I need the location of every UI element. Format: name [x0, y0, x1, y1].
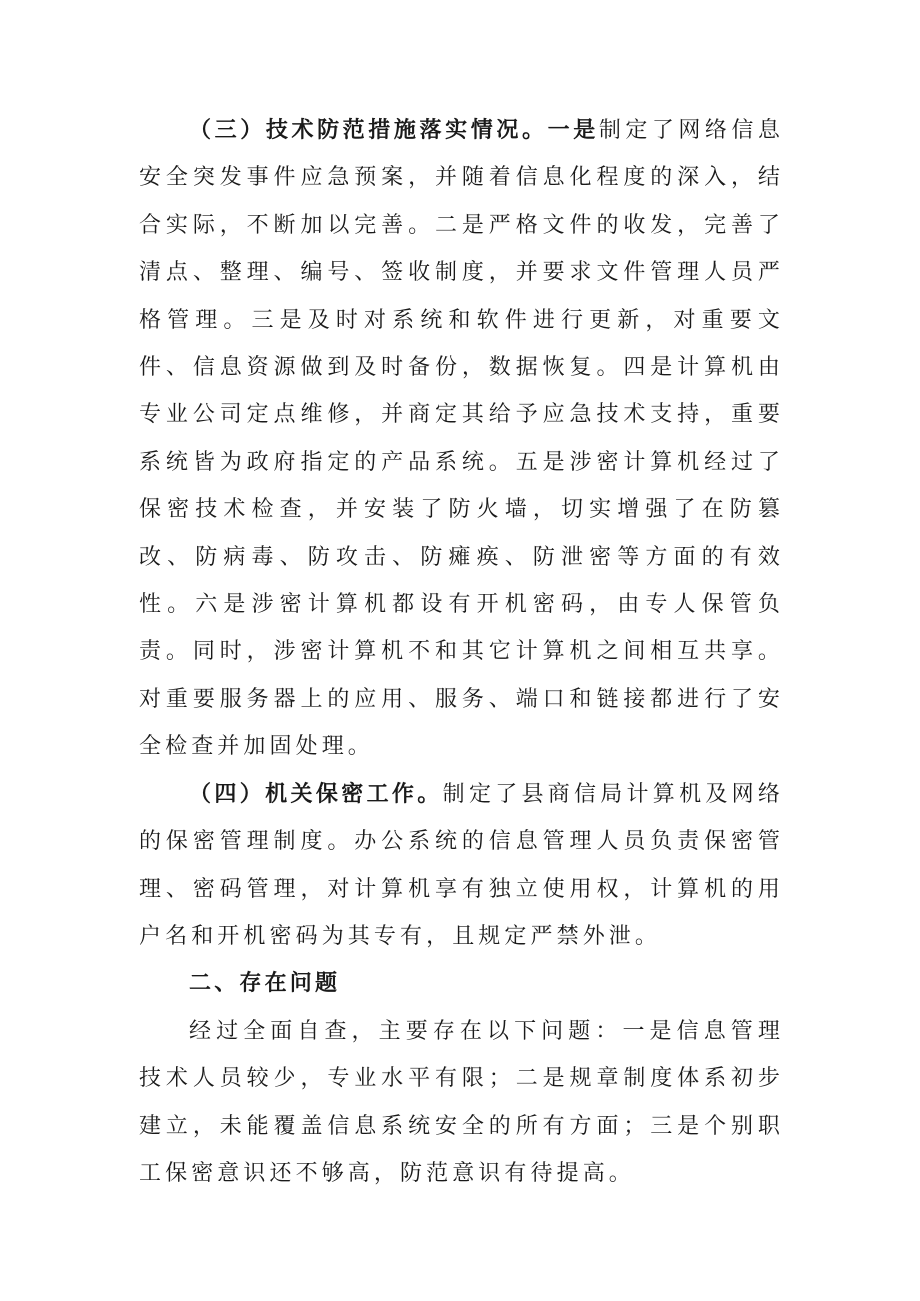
confidentiality-text: 制定了县商信局计算机及网络的保密管理制度。办公系统的信息管理人员负责保密管理、密码管理，对计算机享有独立使用权，计算机的用户名和开机密码为其专有，且规定严禁外泄。 — [139, 781, 784, 949]
paragraph-problems: 经过全面自查，主要存在以下问题：一是信息管理技术人员较少，专业水平有限；二是规章制度体系初步建立，未能覆盖信息系统安全的所有方面；三是个别职工保密意识还不够高，防范意识有待提高。 — [139, 1018, 784, 1186]
heading-existing-problems: 二、存在问题 — [189, 971, 341, 997]
technical-measures-text: 制定了网络信息安全突发事件应急预案，并随着信息化程度的深入，结合实际，不断加以完善。二是严格文件的收发，完善了清点、整理、编号、签收制度，并要求文件管理人员严格管理。三是及时对系统和软件进行更新，对重要文件、信息资源做到及时备份，数据恢复。四是计算机由专业公司定点维修，并商定其给予应急技术支持，重要系统皆为政府指定的产品系统。五是涉密计算机经过了保密技术检查，并安装了防火墙，切实增强了在防篡改、防病毒、防攻击、防瘫痪、防泄密等方面的有效性。六是涉密计算机都设有开机密码，由专人保管负责。同时，涉密计算机不和其它计算机之间相互共享。对重要服务器上的应用、服务、端口和链接都进行了安全检查并加固处理。 — [139, 118, 784, 760]
document-body — [139, 107, 784, 1197]
first-item-lead: 一是 — [547, 118, 599, 143]
paragraph-technical-measures — [139, 107, 784, 771]
section-title-confidentiality: （四）机关保密工作。 — [189, 781, 443, 807]
section-title-technical-measures: （三）技术防范措施落实情况。 — [189, 118, 548, 143]
paragraph-confidentiality — [139, 771, 784, 961]
